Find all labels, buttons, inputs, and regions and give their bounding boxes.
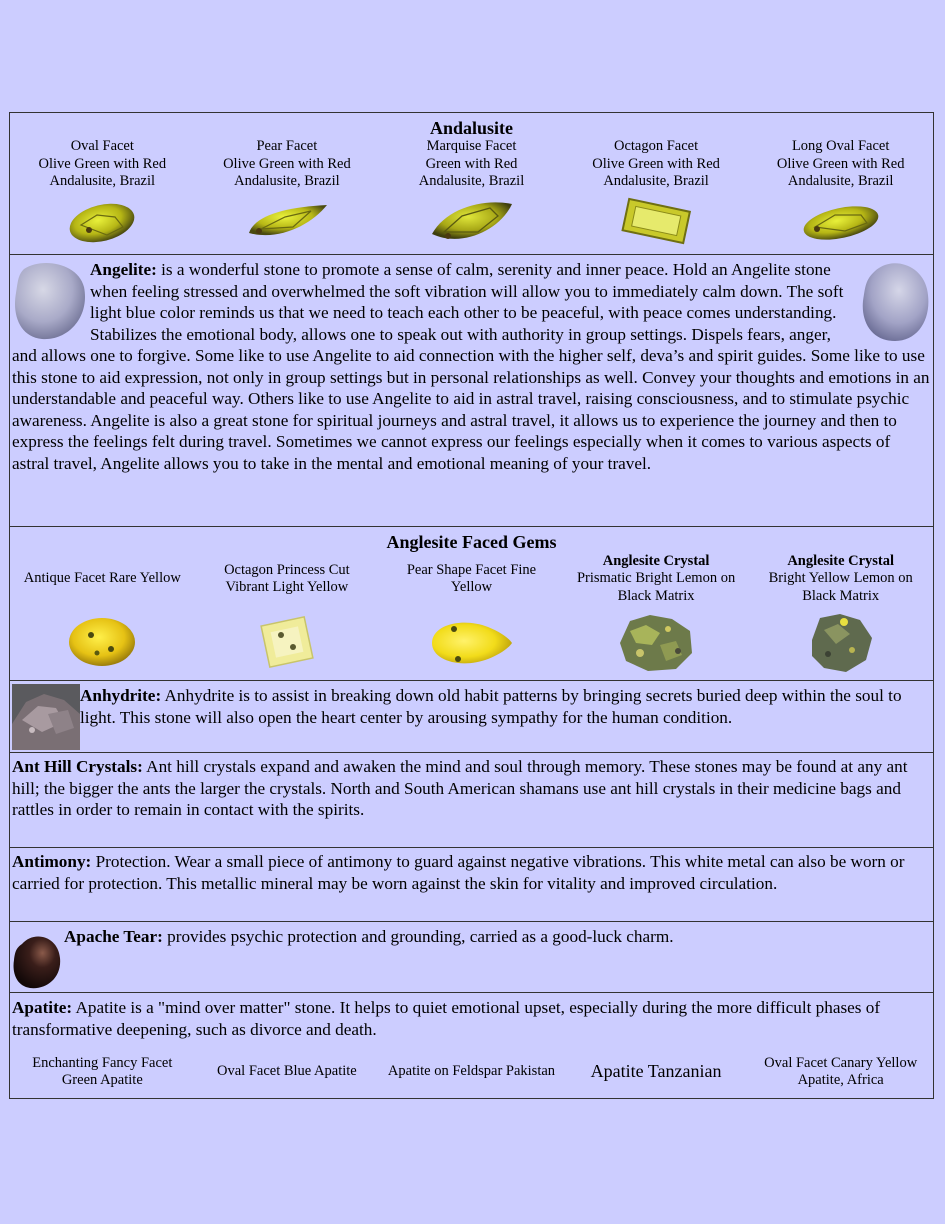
item-line: Andalusite, Brazil — [418, 173, 525, 189]
anglesite-item — [564, 552, 749, 678]
gem-image — [195, 192, 380, 252]
anthill-section — [9, 753, 934, 848]
anglesite-item — [195, 552, 380, 678]
item-line: Octagon Facet — [614, 138, 699, 154]
gem-image — [195, 606, 380, 678]
item-line: Green with Red — [425, 155, 518, 172]
apatite-item — [379, 1054, 564, 1090]
angelite-name: Angelite: — [90, 260, 157, 279]
gem-image — [748, 192, 933, 252]
item-line: Olive Green with Red — [38, 155, 167, 172]
item-heading: Anglesite Crystal — [787, 552, 895, 569]
item-line: Andalusite, Brazil — [234, 173, 340, 189]
anhydrite-section — [9, 681, 934, 753]
apatite-item — [748, 1054, 933, 1090]
apatite-description — [12, 997, 931, 1040]
andalusite-title: Andalusite — [429, 118, 514, 138]
item-line: Andalusite, Brazil — [49, 173, 156, 189]
andalusite-item — [10, 138, 195, 252]
anthill-description — [12, 756, 931, 821]
antimony-description — [12, 851, 931, 894]
item-line: Oval Facet Canary Yellow — [764, 1054, 918, 1071]
angelite-section — [9, 255, 934, 527]
gemstone-table — [9, 112, 934, 1099]
item-line: Long Oval Facet — [791, 138, 890, 154]
andalusite-item — [379, 138, 564, 252]
antimony-name: Antimony: — [12, 852, 92, 871]
gem-image — [10, 192, 195, 252]
anhydrite-name: Anhydrite: — [80, 686, 162, 705]
item-line: Antique Facet Rare Yellow — [23, 570, 181, 587]
item-line: Yellow — [450, 579, 493, 595]
anhydrite-stone-image — [12, 684, 80, 750]
apache-name: Apache Tear: — [64, 927, 163, 946]
anglesite-section — [9, 527, 934, 681]
antimony-text: Protection. Wear a small piece of antimony to guard against negative vibrations. This white metal can also be worn or carried for protection. This metallic mineral may be worn against the skin for vitality and improved circulation. — [12, 852, 905, 893]
angelite-text: is a wonderful stone to promote a sense of calm, serenity and inner peace. Hold an Angelite stone when feeling stressed and overwhelmed the soft vibration will allow you to immediately calm down. The soft light blue color reminds us that we need to teach each other to be peaceful, with peace comes understanding. Stabilizes the emotional body, allows one to speak out with authority in group settings. Dispels fears, anger, and allows one to forgive. Some like to use Angelite to aid connection with the higher self, deva’s and spirit guides. Some like to use this stone to aid expression, not only in group settings but in personal relationships as well. Convey your thoughts and emotions in an understandable and peaceful way. Others like to use Angelite to aid in astral travel, raising consciousness, and to stimulate psychic awareness. Angelite is also a great stone for spiritual journeys and astral travel, it allows us to experience the journey and then to express the feelings felt during travel. Sometimes we cannot express our feelings especially when it comes to various aspects of astral travel, Angelite allows you to take in the mental and emotional meaning of your travel. — [12, 260, 930, 473]
item-line: Green Apatite — [61, 1072, 143, 1088]
gem-image — [10, 606, 195, 678]
anhydrite-text: Anhydrite is to assist in breaking down old habit patterns by bringing secrets buried deep within the soul to light. This stone will also open the heart center by arousing sympathy for the human condition. — [80, 686, 902, 727]
apatite-name: Apatite: — [12, 998, 73, 1017]
item-line: Andalusite, Brazil — [603, 173, 709, 189]
apatite-item — [564, 1054, 749, 1090]
gem-image — [748, 606, 933, 678]
item-line: Olive Green with Red — [592, 155, 720, 172]
andalusite-item — [195, 138, 380, 252]
item-heading: Anglesite Crystal — [602, 552, 710, 569]
item-line: Oval Facet Blue Apatite — [217, 1063, 357, 1080]
anglesite-item — [379, 552, 564, 678]
angelite-description — [12, 259, 931, 474]
apache-section — [9, 922, 934, 993]
andalusite-item — [748, 138, 933, 252]
item-line: Prismatic Bright Lemon on — [576, 570, 736, 587]
gem-image — [379, 192, 564, 252]
item-line: Vibrant Light Yellow — [225, 579, 349, 595]
apache-tear-stone-image — [12, 932, 62, 992]
item-line: Enchanting Fancy Facet — [32, 1054, 173, 1071]
gem-image — [564, 192, 749, 252]
item-line: Octagon Princess Cut — [224, 561, 350, 578]
apatite-section — [9, 993, 934, 1099]
item-line: Olive Green with Red — [223, 155, 351, 172]
item-line: Apatite, Africa — [797, 1072, 884, 1088]
gem-image — [379, 606, 564, 678]
anthill-text: Ant hill crystals expand and awaken the mind and soul through memory. These stones may be found at any ant hill; the bigger the ants the larger the crystals. North and South American shamans use ant hill crystals in their medicine bags and rattles in order to remain in contact with the spirits. — [12, 757, 908, 819]
apatite-text: Apatite is a "mind over matter" stone. It helps to quiet emotional upset, especially during the more difficult phases of transformative deepening, such as divorce and death. — [12, 998, 881, 1039]
anglesite-item — [748, 552, 933, 678]
item-line: Marquise Facet — [426, 138, 517, 154]
item-line: Bright Yellow Lemon on — [768, 570, 913, 587]
item-line: Pear Shape Facet Fine — [406, 561, 537, 578]
anhydrite-description — [12, 685, 931, 728]
apache-description — [12, 926, 931, 948]
item-line: Apatite Tanzanian — [590, 1061, 722, 1082]
anthill-name: Ant Hill Crystals: — [12, 757, 143, 776]
angelite-stone-image — [859, 259, 931, 343]
antimony-section — [9, 848, 934, 922]
apatite-item — [195, 1054, 380, 1090]
item-line: Pear Facet — [256, 138, 318, 154]
item-line: Olive Green with Red — [776, 155, 905, 172]
anglesite-item — [10, 552, 195, 678]
angelite-stone-image — [12, 259, 88, 341]
andalusite-item — [564, 138, 749, 252]
item-line: Oval Facet — [70, 138, 134, 154]
item-line: Black Matrix — [802, 587, 880, 604]
gem-image — [564, 606, 749, 678]
item-line: Black Matrix — [617, 587, 695, 604]
andalusite-section — [9, 113, 934, 255]
item-line: Apatite on Feldspar Pakistan — [387, 1063, 556, 1080]
item-line: Andalusite, Brazil — [787, 173, 894, 189]
apache-text: provides psychic protection and grounding, carried as a good-luck charm. — [162, 927, 674, 946]
apatite-item — [10, 1054, 195, 1090]
anglesite-title: Anglesite Faced Gems — [386, 532, 557, 552]
